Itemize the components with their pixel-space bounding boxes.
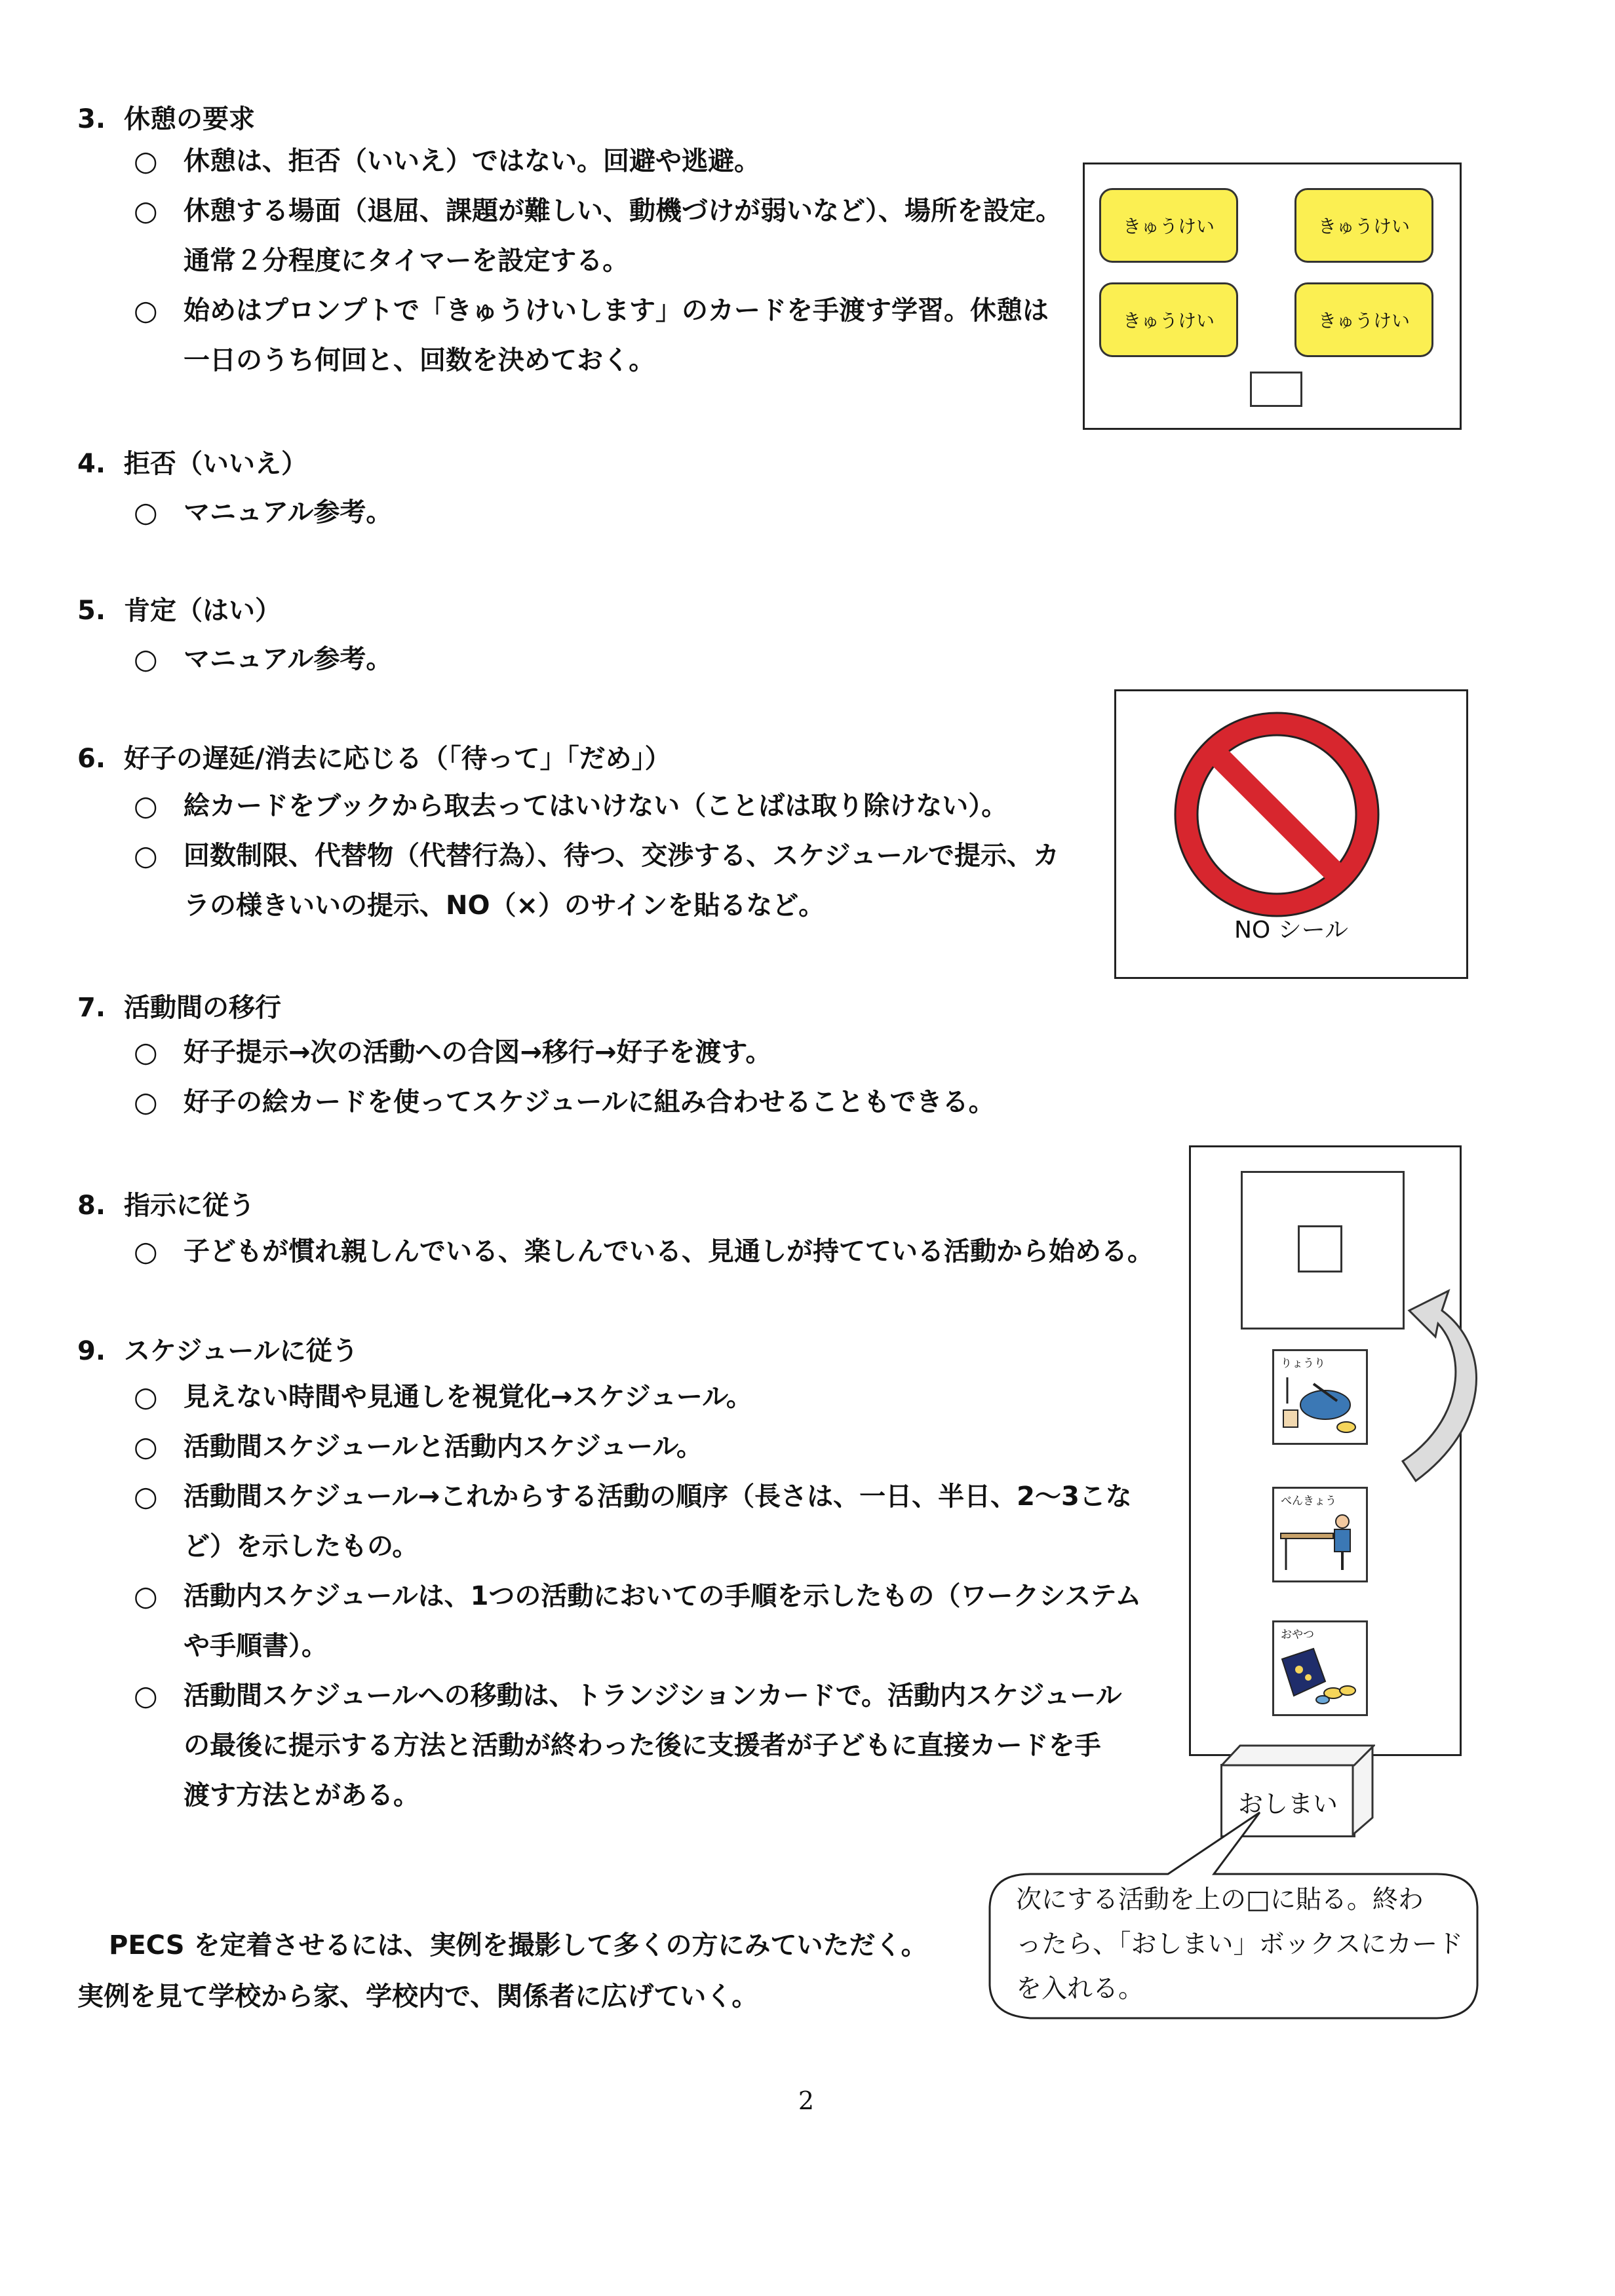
item-line: 活動内スケジュールは、1つの活動においての手順を示したもの（ワークシステム: [184, 1581, 1142, 1611]
circle-bullet-icon: ○: [134, 1086, 158, 1118]
closing-paragraph: [77, 1920, 995, 2022]
item-line: マニュアル参考。: [184, 644, 393, 674]
break-card: きゅうけい: [1099, 282, 1238, 357]
list-item: [134, 136, 1078, 186]
item-line: 一日のうち何回と、回数を決めておく。: [184, 345, 655, 375]
circle-bullet-icon: ○: [134, 839, 158, 871]
schedule-card-cooking: [1272, 1349, 1368, 1445]
section-7-heading: [77, 987, 281, 1024]
list-item: [134, 1227, 1196, 1276]
section-number: 7.: [77, 993, 106, 1023]
circle-bullet-icon: ○: [134, 1036, 158, 1068]
section-5-heading: [77, 590, 281, 627]
section-number: 6.: [77, 744, 106, 774]
circle-bullet-icon: ○: [134, 145, 158, 177]
item-line: 休憩する場面（退屈、課題が難しい、動機づけが弱いなど）、場所を設定。: [184, 196, 1062, 226]
section-title: 好子の遅延/消去に応じる（「待って」「だめ」）: [124, 744, 671, 774]
list-item: [134, 1027, 1117, 1077]
no-sticker-label: NO シール: [1234, 917, 1348, 944]
bubble-line: 次にする活動を上の□に貼る。終わ: [1016, 1885, 1424, 1915]
empty-card-slot: [1250, 372, 1302, 407]
schedule-card-study: [1272, 1487, 1368, 1582]
section-number: 9.: [77, 1336, 106, 1366]
list-item: [134, 781, 1078, 831]
break-card: きゅうけい: [1099, 188, 1238, 263]
item-line: 見えない時間や見通しを視覚化→スケジュール。: [184, 1382, 752, 1412]
speech-bubble-text: [1016, 1878, 1475, 2012]
item-line: 好子提示→次の活動への合図→移行→好子を渡す。: [184, 1037, 772, 1067]
list-item: [134, 286, 1078, 385]
item-line: 回数制限、代替物（代替行為）、待つ、交渉する、スケジュールで提示、カ: [184, 841, 1059, 871]
finish-box-label: おしまい: [1237, 1789, 1338, 1818]
break-card: きゅうけい: [1294, 282, 1433, 357]
section-number: 4.: [77, 449, 106, 479]
list-item: [134, 186, 1078, 286]
section-title: 肯定（はい）: [124, 596, 282, 626]
circle-bullet-icon: ○: [134, 496, 158, 528]
card-label: りょうり: [1281, 1357, 1325, 1370]
circle-bullet-icon: ○: [134, 195, 158, 227]
section-title: 指示に従う: [124, 1191, 256, 1221]
item-line: ど）を示したもの。: [184, 1531, 419, 1561]
item-line: 活動間スケジュールと活動内スケジュール。: [184, 1432, 703, 1462]
list-item: [134, 1422, 1182, 1472]
no-sticker-figure: [1114, 689, 1468, 979]
section-3-heading: [77, 98, 255, 136]
list-item: [134, 634, 986, 684]
item-line: 絵カードをブックから取去ってはいけない（ことばは取り除けない）。: [184, 791, 1008, 821]
section-4-heading: [77, 443, 307, 480]
bubble-line: ったら、「おしまい」ボックスにカード: [1016, 1930, 1464, 1959]
item-line: の最後に提示する方法と活動が終わった後に支援者が子どもに直接カードを手: [184, 1731, 1101, 1761]
cooking-icon: [1274, 1364, 1366, 1440]
circle-bullet-icon: ○: [134, 1480, 158, 1512]
item-line: 子どもが慣れ親しんでいる、楽しんでいる、見通しが持てている活動から始める。: [184, 1236, 1154, 1267]
section-6-heading: [77, 738, 671, 775]
section-title: 拒否（いいえ）: [124, 449, 308, 479]
list-item: [134, 831, 1078, 930]
section-number: 8.: [77, 1191, 106, 1221]
section-title: スケジュールに従う: [124, 1336, 359, 1366]
item-line: 通常２分程度にタイマーを設定する。: [184, 246, 629, 276]
schedule-card-snack: [1272, 1620, 1368, 1716]
item-line: 渡す方法とがある。: [184, 1780, 419, 1810]
circle-bullet-icon: ○: [134, 643, 158, 675]
item-line: 休憩は、拒否（いいえ）ではない。回避や逃避。: [184, 146, 760, 176]
box-top-icon: [1220, 1744, 1375, 1767]
item-line: 始めはプロンプトで「きゅうけいします」のカードを手渡す学習。休憩は: [184, 296, 1049, 326]
item-line: ラの様きいいの提示、NO（×）のサインを貼るなど。: [184, 890, 825, 921]
section-number: 5.: [77, 596, 106, 626]
item-line: や手順書）。: [184, 1631, 328, 1661]
circle-bullet-icon: ○: [134, 1381, 158, 1413]
card-label: べんきょう: [1281, 1495, 1336, 1508]
closing-line: PECS を定着させるには、実例を撮影して多くの方にみていただく。: [109, 1930, 927, 1961]
item-line: 活動間スケジュール→これからする活動の順序（長さは、一日、半日、2～3こな: [184, 1482, 1132, 1512]
closing-line: 実例を見て学校から家、学校内で、関係者に広げていく。: [77, 1981, 758, 2012]
bubble-line: を入れる。: [1016, 1974, 1144, 2004]
break-card-board: [1083, 163, 1462, 430]
list-item: [134, 1077, 1117, 1127]
section-9-heading: [77, 1330, 359, 1368]
section-number: 3.: [77, 104, 106, 134]
section-8-heading: [77, 1185, 255, 1222]
list-item: [134, 1571, 1182, 1671]
break-card: きゅうけい: [1294, 188, 1433, 263]
study-icon: [1274, 1502, 1366, 1578]
prohibition-icon: [1169, 710, 1385, 919]
list-item: [134, 1472, 1182, 1571]
page-number: 2: [798, 2086, 815, 2115]
circle-bullet-icon: ○: [134, 294, 158, 326]
empty-card-slot: [1298, 1225, 1342, 1272]
item-line: 活動間スケジュールへの移動は、トランジションカードで。活動内スケジュール: [184, 1681, 1122, 1711]
section-title: 活動間の移行: [124, 993, 282, 1023]
card-label: おやつ: [1281, 1628, 1314, 1641]
circle-bullet-icon: ○: [134, 790, 158, 822]
item-line: 好子の絵カードを使ってスケジュールに組み合わせることもできる。: [184, 1087, 995, 1117]
list-item: [134, 1671, 1182, 1820]
snack-icon: [1274, 1636, 1366, 1712]
list-item: [134, 1372, 1182, 1422]
circle-bullet-icon: ○: [134, 1580, 158, 1612]
circle-bullet-icon: ○: [134, 1235, 158, 1267]
circle-bullet-icon: ○: [134, 1679, 158, 1712]
list-item: [134, 488, 986, 537]
circle-bullet-icon: ○: [134, 1430, 158, 1463]
next-activity-frame: [1241, 1171, 1405, 1330]
item-line: マニュアル参考。: [184, 497, 393, 527]
curved-arrow-icon: [1396, 1265, 1501, 1487]
section-title: 休憩の要求: [124, 104, 256, 134]
